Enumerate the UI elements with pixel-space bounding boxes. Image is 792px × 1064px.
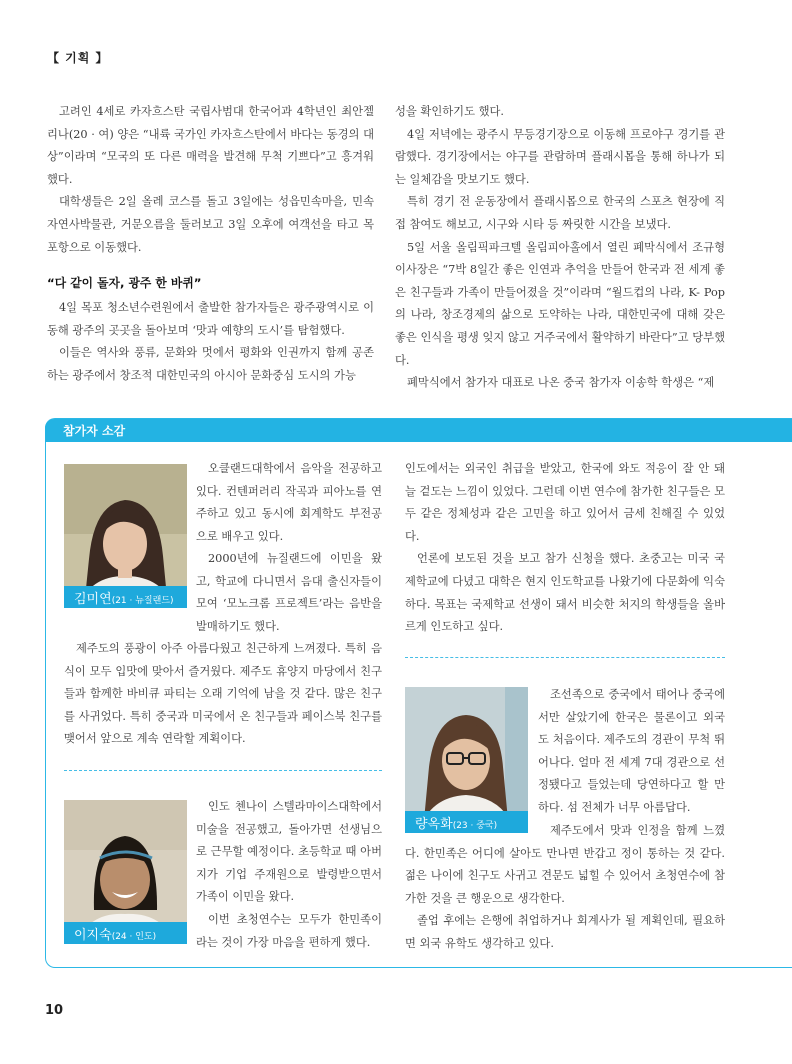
participant-caption-lee — [64, 922, 187, 944]
participant-meta: (21 · 뉴질랜드) — [111, 596, 174, 606]
paragraph: 졸업 후에는 은행에 취업하거나 회계사가 될 계획인데, 필요하면 외국 유학도 생각하고 있다. — [405, 914, 725, 950]
article-right-column — [395, 101, 725, 395]
paragraph: 이번 초청연수는 모두가 한민족이라는 것이 가장 마음을 편하게 했다. — [196, 912, 382, 949]
participant-photo-ryang — [405, 687, 528, 831]
divider — [405, 657, 725, 658]
participant-text-kim-side2 — [196, 548, 382, 638]
paragraph: 제주도에서 맛과 인정을 함께 느꼈다. 한민족은 어디에 살아도 만나면 반갑고 정이 통하는 것 같다. 젊은 나이에 친구도 사귀고 견문도 넓힐 수 있어서 초청연수에 참가한 것을 큰 행운으로 생각한다. — [405, 824, 725, 905]
paragraph: 이들은 역사와 풍류, 문화와 멋에서 평화와 인권까지 함께 공존하는 광주에서 창조적 대한민국의 아시아 문화중심 도시의 가능 — [47, 346, 374, 382]
participant-text-kim-bottom — [64, 638, 382, 751]
paragraph: 오클랜드대학에서 음악을 전공하고 있다. 컨텐퍼러리 작곡과 피아노를 연주하고 있고 동시에 회계학도 부전공으로 배우고 있다. — [196, 462, 382, 543]
participant-name: 이지숙 — [74, 928, 112, 943]
paragraph: 고려인 4세로 카자흐스탄 국립사범대 한국어과 4학년인 최안젤리나(20 · 여) 양은 “내륙 국가인 카자흐스탄에서 바다는 동경의 대상”이라며 “모국의 또 다른 매력을 발견해 무척 기쁘다”고 흥겨워했다. — [47, 105, 374, 186]
participant-text-ryang-side — [538, 684, 725, 820]
paragraph: 인도에서는 외국인 취급을 받았고, 한국에 와도 적응이 잘 안 돼 늘 겉도는 느낌이 있었다. 그런데 이번 연수에 참가한 친구들은 모두 같은 정체성과 같은 고민을 하고 있어서 금세 친해질 수 있었다. — [405, 462, 725, 543]
paragraph: 2000년에 뉴질랜드에 이민을 왔고, 학교에 다니면서 음대 출신자들이 모여 ‘모노크롬 프로젝트’라는 음반을 발매하기도 했다. — [196, 552, 382, 633]
participant-meta: (23 · 중국) — [452, 821, 498, 831]
paragraph: 인도 첸나이 스텔라마이스대학에서 미술을 전공했고, 돌아가면 선생님으로 근무할 예정이다. 초등학교 때 아버지가 기업 주재원으로 발령받으면서 가족이 이민을 왔다. — [196, 800, 382, 904]
paragraph: 특히 경기 전 운동장에서 플래시몹으로 한국의 스포츠 현장에 직접 참여도 해보고, 시구와 시타 등 짜릿한 시간을 보냈다. — [395, 195, 725, 231]
participant-caption-kim — [64, 586, 187, 608]
participant-box-title: 참가자 소감 — [63, 424, 126, 438]
participant-name: 김미연 — [74, 592, 112, 607]
participant-name: 량옥화 — [415, 817, 453, 832]
subheading: “다 같이 돌자, 광주 한 바퀴” — [47, 276, 202, 291]
paragraph: 제주도의 풍광이 아주 아름다웠고 친근하게 느껴졌다. 특히 음식이 모두 입맛에 맞아서 즐거웠다. 제주도 휴양지 마당에서 친구들과 함께한 바비큐 파티는 오래 기억에 남을 것 같다. 많은 친구를 사귀었다. 특히 중국과 미국에서 온 친구들과 페이스북 친구를 맺어서 앞으로 계속 연락할 계획이다. — [64, 642, 382, 746]
participant-box-header — [45, 419, 792, 442]
section-tag: 【 기획 】 — [47, 51, 109, 65]
paragraph: 폐막식에서 참가자 대표로 나온 중국 참가자 이송학 학생은 “제 — [407, 376, 715, 390]
article-left-column — [47, 101, 374, 388]
paragraph: 4일 목포 청소년수련원에서 출발한 참가자들은 광주광역시로 이동해 광주의 곳곳을 돌아보며 ‘맛과 예향의 도시’를 탐험했다. — [47, 301, 374, 337]
paragraph: 성을 확인하기도 했다. — [395, 105, 504, 118]
participant-text-kim-side — [196, 458, 382, 548]
participant-meta: (24 · 인도) — [111, 932, 157, 942]
paragraph: 대학생들은 2일 올레 코스를 돌고 3일에는 성읍민속마을, 민속자연사박물관, 거문오름을 둘러보고 3일 오후에 여객선을 타고 목포항으로 이동했다. — [47, 195, 374, 254]
participant-text-ryang-bottom — [405, 820, 725, 956]
page-number: 10 — [45, 1003, 64, 1018]
paragraph: 4일 저녁에는 광주시 무등경기장으로 이동해 프로야구 경기를 관람했다. 경기장에서는 야구를 관람하며 플래시몹을 통해 하나가 되는 일체감을 맛보기도 했다. — [395, 127, 725, 186]
paragraph: 조선족으로 중국에서 태어나 중국에서만 살았기에 한국은 물론이고 외국도 처음이다. 제주도의 경관이 무척 뛰어나다. 얼마 전 세계 7대 경관으로 선정됐다고 들었는데 당연하다고 할 만하다. 섬 전체가 너무 아름답다. — [538, 688, 725, 814]
paragraph: 5일 서울 올림픽파크텔 올림피아홀에서 열린 폐막식에서 조규형 이사장은 “7박 8일간 좋은 인연과 추억을 만들어 한국과 전 세계 좋은 친구들과 가족이 만들어졌을 것”이라며 “월드컵의 나라, K- Pop의 나라, 창조경제의 삶으로 도약하는 나라, 대한민국에 대해 갖은 좋은 인식을 평생 잊지 않고 거주국에서 활약하기 바란다”고 당부했다. — [395, 240, 725, 367]
paragraph: 언론에 보도된 것을 보고 참가 신청을 했다. 초중고는 미국 국제학교에 다녔고 대학은 현지 인도학교를 나왔기에 다문화에 익숙하다. 목표는 국제학교 선생이 돼서 비슷한 처지의 학생들을 올바르게 인도하고 싶다. — [405, 552, 725, 634]
participant-text-lee-2 — [405, 458, 725, 639]
divider — [64, 770, 382, 771]
participant-text-lee-1 — [196, 796, 382, 954]
